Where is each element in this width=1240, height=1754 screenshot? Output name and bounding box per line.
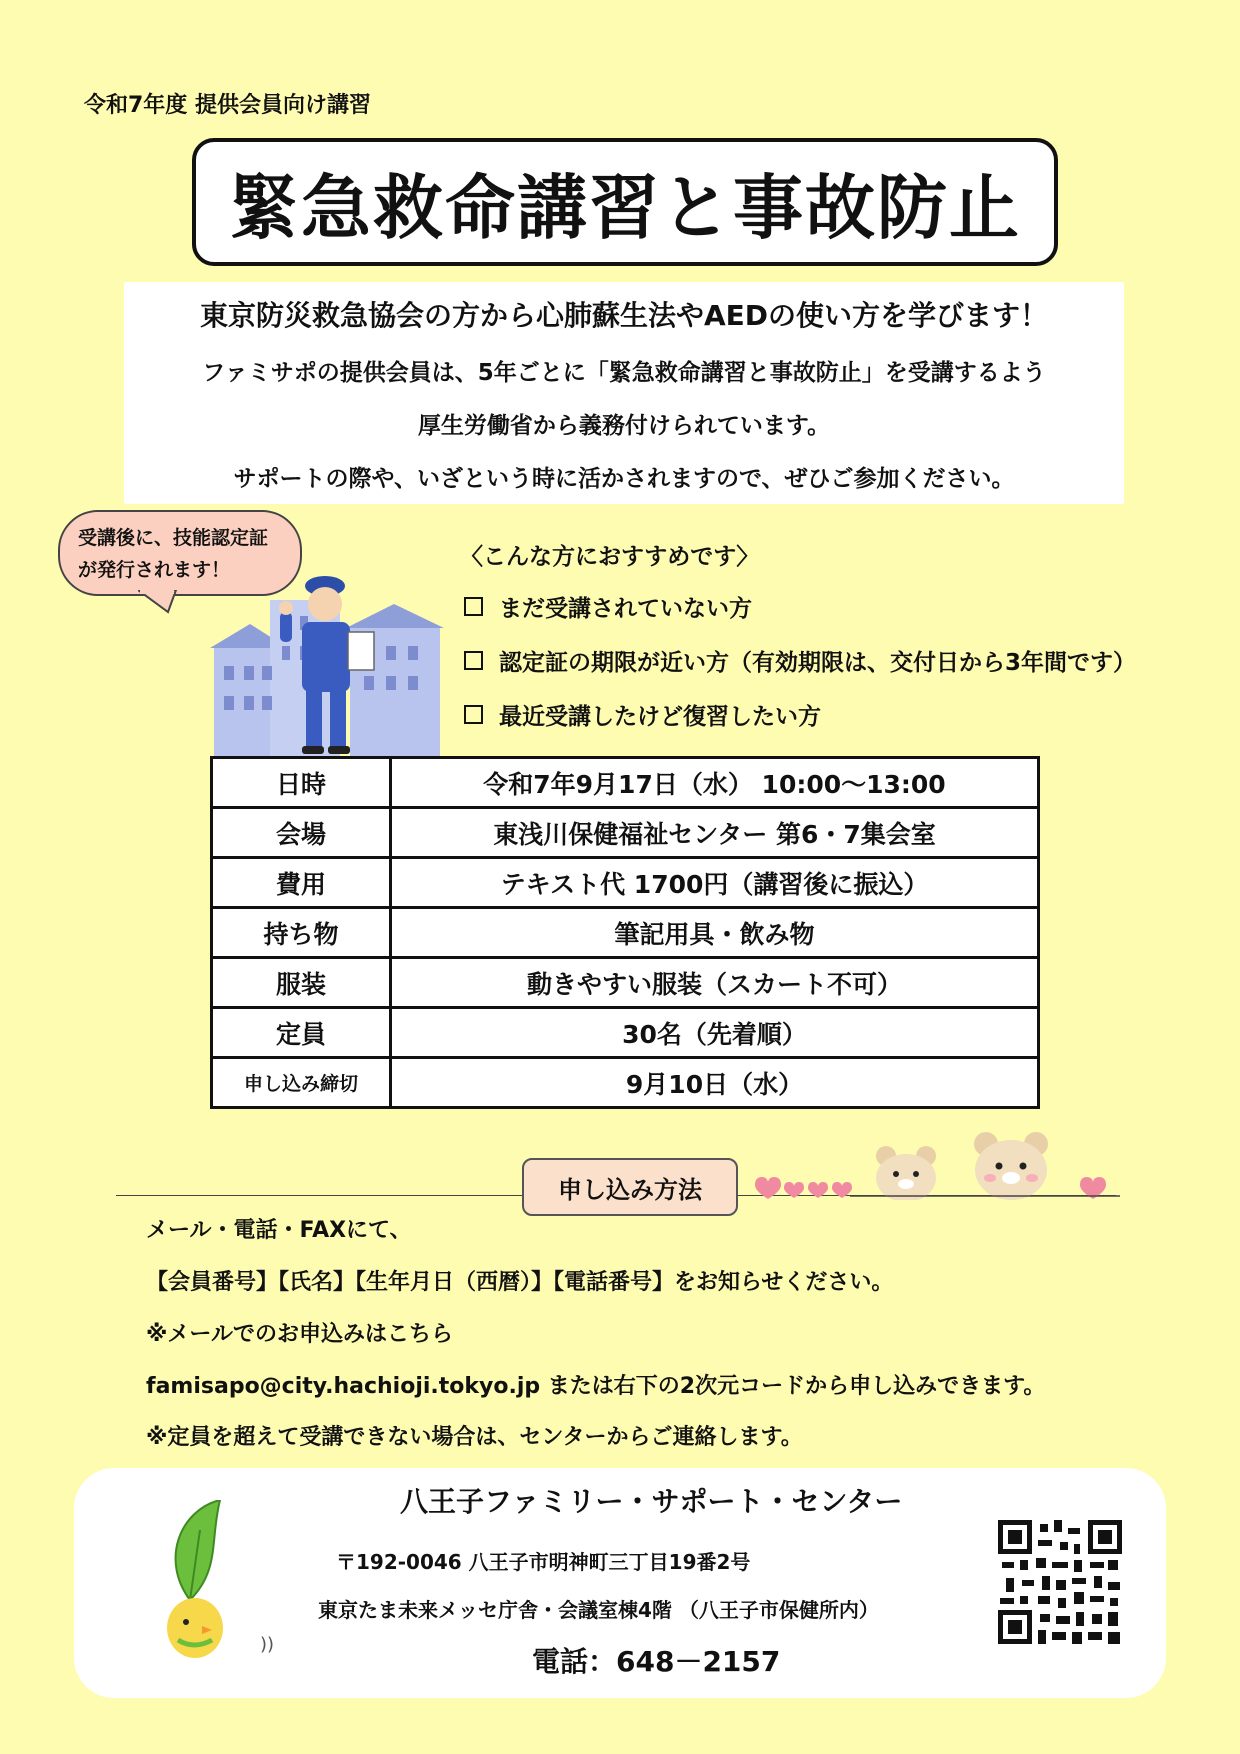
apply-line-2: 【会員番号】【氏名】【生年月日（西暦）】【電話番号】をお知らせください。 bbox=[146, 1270, 894, 1295]
row-label: 申し込み締切 bbox=[212, 1058, 391, 1108]
table-row bbox=[212, 958, 1039, 1008]
checkbox-icon bbox=[464, 597, 483, 616]
qr-code-icon[interactable] bbox=[998, 1520, 1122, 1644]
row-label: 持ち物 bbox=[212, 908, 391, 958]
table-row bbox=[212, 758, 1039, 808]
org-name: 八王子ファミリー・サポート・センター bbox=[400, 1485, 903, 1518]
row-value: テキスト代 1700円（講習後に振込） bbox=[391, 858, 1039, 908]
recommend-item-label: 認定証の期限が近い方（有効期限は、交付日から3年間です） bbox=[499, 650, 1137, 676]
title-box bbox=[192, 138, 1058, 266]
row-value: 東浅川保健福祉センター 第6・7集会室 bbox=[391, 808, 1039, 858]
worker-illustration bbox=[210, 566, 450, 766]
apply-email-line[interactable]: famisapo@city.hachioji.tokyo.jp または右下の2次元コードから申し込みできます。 bbox=[146, 1374, 1046, 1399]
info-table bbox=[210, 756, 1040, 1109]
method-tab: 申し込み方法 bbox=[522, 1158, 738, 1216]
table-row bbox=[212, 808, 1039, 858]
recommend-item-label: まだ受講されていない方 bbox=[499, 596, 752, 622]
recommend-item-label: 最近受講したけど復習したい方 bbox=[499, 704, 821, 730]
apply-line-3: ※メールでのお申込みはこちら bbox=[146, 1322, 453, 1347]
row-label: 会場 bbox=[212, 808, 391, 858]
bubble-tail-icon bbox=[138, 590, 198, 620]
bird-mascot-icon bbox=[150, 1500, 310, 1670]
checkbox-icon bbox=[464, 651, 483, 670]
row-label: 費用 bbox=[212, 858, 391, 908]
recommend-item bbox=[464, 644, 1136, 677]
address-line-1: 〒192-0046 八王子市明神町三丁目19番2号 bbox=[336, 1550, 751, 1574]
row-value: 30名（先着順） bbox=[391, 1008, 1039, 1058]
svg-text:)): )) bbox=[260, 1634, 275, 1655]
row-label: 日時 bbox=[212, 758, 391, 808]
intro-line-2: 厚生労働省から義務付けられています。 bbox=[417, 413, 831, 439]
recommend-item bbox=[464, 590, 752, 623]
intro-line-1: ファミサポの提供会員は、5年ごとに「緊急救命講習と事故防止」を受講するよう bbox=[202, 360, 1046, 386]
row-value: 筆記用具・飲み物 bbox=[391, 908, 1039, 958]
intro-lead: 東京防災救急協会の方から心肺蘇生法やAEDの使い方を学びます！ bbox=[199, 299, 1049, 332]
row-value: 9月10日（水） bbox=[391, 1058, 1039, 1108]
row-label: 服装 bbox=[212, 958, 391, 1008]
bubble-line-1: 受講後に、技能認定証 bbox=[78, 527, 269, 549]
table-row bbox=[212, 908, 1039, 958]
intro-panel bbox=[124, 282, 1124, 504]
table-row bbox=[212, 1058, 1039, 1108]
apply-line-1: メール・電話・FAXにて、 bbox=[146, 1218, 412, 1243]
apply-line-5: ※定員を超えて受講できない場合は、センターからご連絡します。 bbox=[146, 1425, 803, 1450]
bear-icon bbox=[876, 1146, 936, 1200]
telephone: 電話：648－2157 bbox=[532, 1645, 781, 1678]
bear-icon bbox=[974, 1132, 1048, 1200]
address-line-2: 東京たま未来メッセ庁舎・会議室棟4階 （八王子市保健所内） bbox=[318, 1598, 879, 1622]
table-row bbox=[212, 1008, 1039, 1058]
page-title: 緊急救命講習と事故防止 bbox=[229, 166, 1021, 249]
bears-decoration bbox=[750, 1130, 1120, 1200]
row-value: 令和7年9月17日（水） 10:00～13:00 bbox=[391, 758, 1039, 808]
table-row bbox=[212, 858, 1039, 908]
intro-line-3: サポートの際や、いざという時に活かされますので、ぜひご参加ください。 bbox=[233, 466, 1015, 492]
row-value: 動きやすい服装（スカート不可） bbox=[391, 958, 1039, 1008]
checkbox-icon bbox=[464, 705, 483, 724]
recommend-item bbox=[464, 698, 821, 731]
subheading: 令和7年度 提供会員向け講習 bbox=[84, 93, 371, 118]
bubble-line-2: が発行されます！ bbox=[78, 559, 231, 581]
row-label: 定員 bbox=[212, 1008, 391, 1058]
recommend-heading: 〈こんな方におすすめです〉 bbox=[460, 544, 760, 570]
